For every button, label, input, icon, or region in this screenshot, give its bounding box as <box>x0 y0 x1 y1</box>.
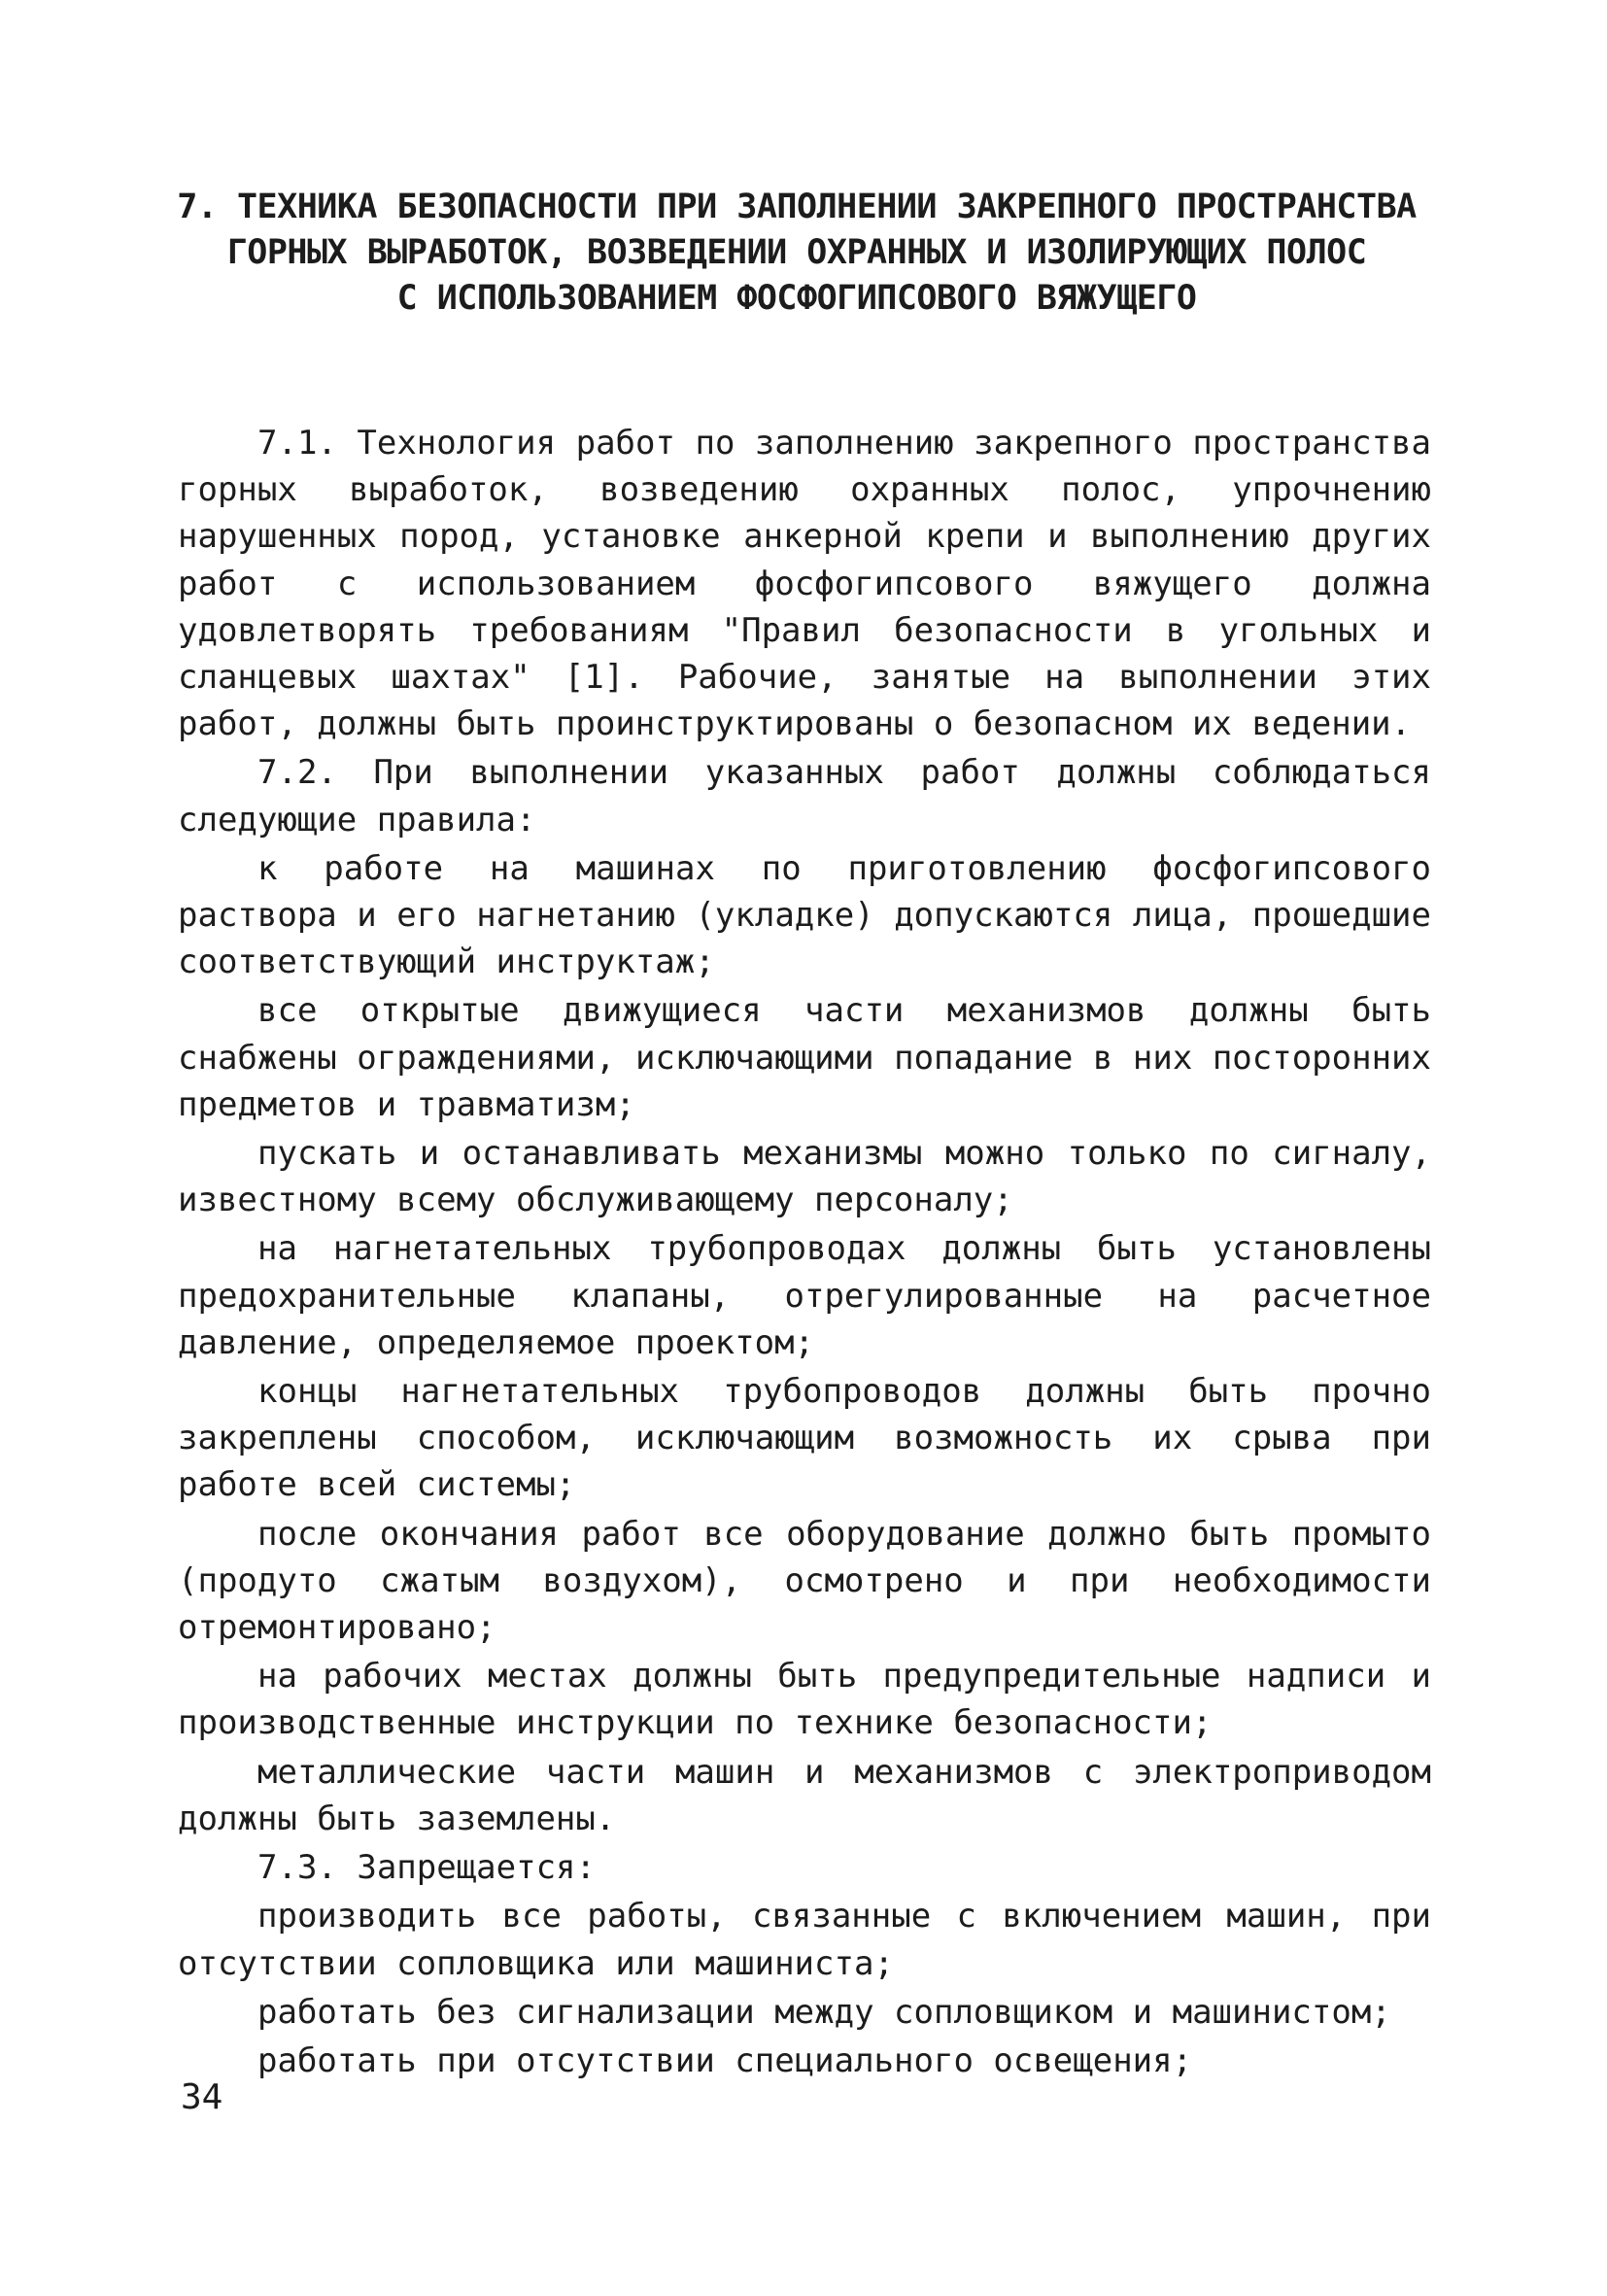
rule-item: металлические части машин и механизмов с электроприводом должны быть заземлены. <box>178 1752 1431 1838</box>
prohibition-item: производить все работы, связанные с включением машин, при отсутствии сопловщика или машиниста; <box>178 1897 1431 1983</box>
rule-item: к работе на машинах по приготовлению фосфогипсового раствора и его нагнетанию (укладке) допускаются лица, прошедшие соответствующий инструктаж; <box>178 848 1431 982</box>
rule-item: концы нагнетательных трубопроводов должны быть прочно закреплены способом, исключающим возможность их срыва при работе всей системы; <box>178 1372 1431 1505</box>
page-number: 34 <box>181 2077 223 2117</box>
rule-item: все открытые движущиеся части механизмов должны быть снабжены ограждениями, исключающими попадание в них посторонних предметов и травматизм; <box>178 991 1431 1124</box>
body-text <box>178 420 1431 2086</box>
section-title <box>136 185 1457 322</box>
rule-item: после окончания работ все оборудование должно быть промыто (продуто сжатым воздухом), осмотрено и при необходимости отремонтировано; <box>178 1514 1431 1648</box>
paragraph-7-1: 7.1. Технология работ по заполнению закрепного пространства горных выработок, возведению охранных полос, упрочнению нарушенных пород, установке анкерной крепи и выполнению других работ с использованием фосфогипсового вяжущего должна удовлетворять требованиям "Правил безопасности в угольных и сланцевых шахтах" [1]. Рабочие, занятые на выполнении этих работ, должны быть проинструктированы о безопасном их ведении. <box>178 424 1431 744</box>
rule-item: на рабочих местах должны быть предупредительные надписи и производственные инструкции по технике безопасности; <box>178 1657 1431 1743</box>
rule-item: на нагнетательных трубопроводах должны быть установлены предохранительные клапаны, отрегулированные на расчетное давление, определяемое проектом; <box>178 1229 1431 1362</box>
section-title-line-2: ГОРНЫХ ВЫРАБОТОК, ВОЗВЕДЕНИИ ОХРАННЫХ И ИЗОЛИРУЮЩИХ ПОЛОС <box>226 233 1367 272</box>
section-title-line-1: 7. ТЕХНИКА БЕЗОПАСНОСТИ ПРИ ЗАПОЛНЕНИИ ЗАКРЕПНОГО ПРОСТРАНСТВА <box>177 188 1417 226</box>
paragraph-7-2: 7.2. При выполнении указанных работ должны соблюдаться следующие правила: <box>178 753 1431 840</box>
section-title-line-3: С ИСПОЛЬЗОВАНИЕМ ФОСФОГИПСОВОГО ВЯЖУЩЕГО <box>396 279 1197 318</box>
prohibition-item: работать без сигнализации между сопловщиком и машинистом; <box>257 1992 1391 2032</box>
prohibition-item: работать при отсутствии специального освещения; <box>257 2040 1193 2080</box>
paragraph-7-3: 7.3. Запрещается: <box>257 1848 596 1888</box>
rule-item: пускать и останавливать механизмы можно только по сигналу, известному всему обслуживающему персоналу; <box>178 1134 1431 1220</box>
